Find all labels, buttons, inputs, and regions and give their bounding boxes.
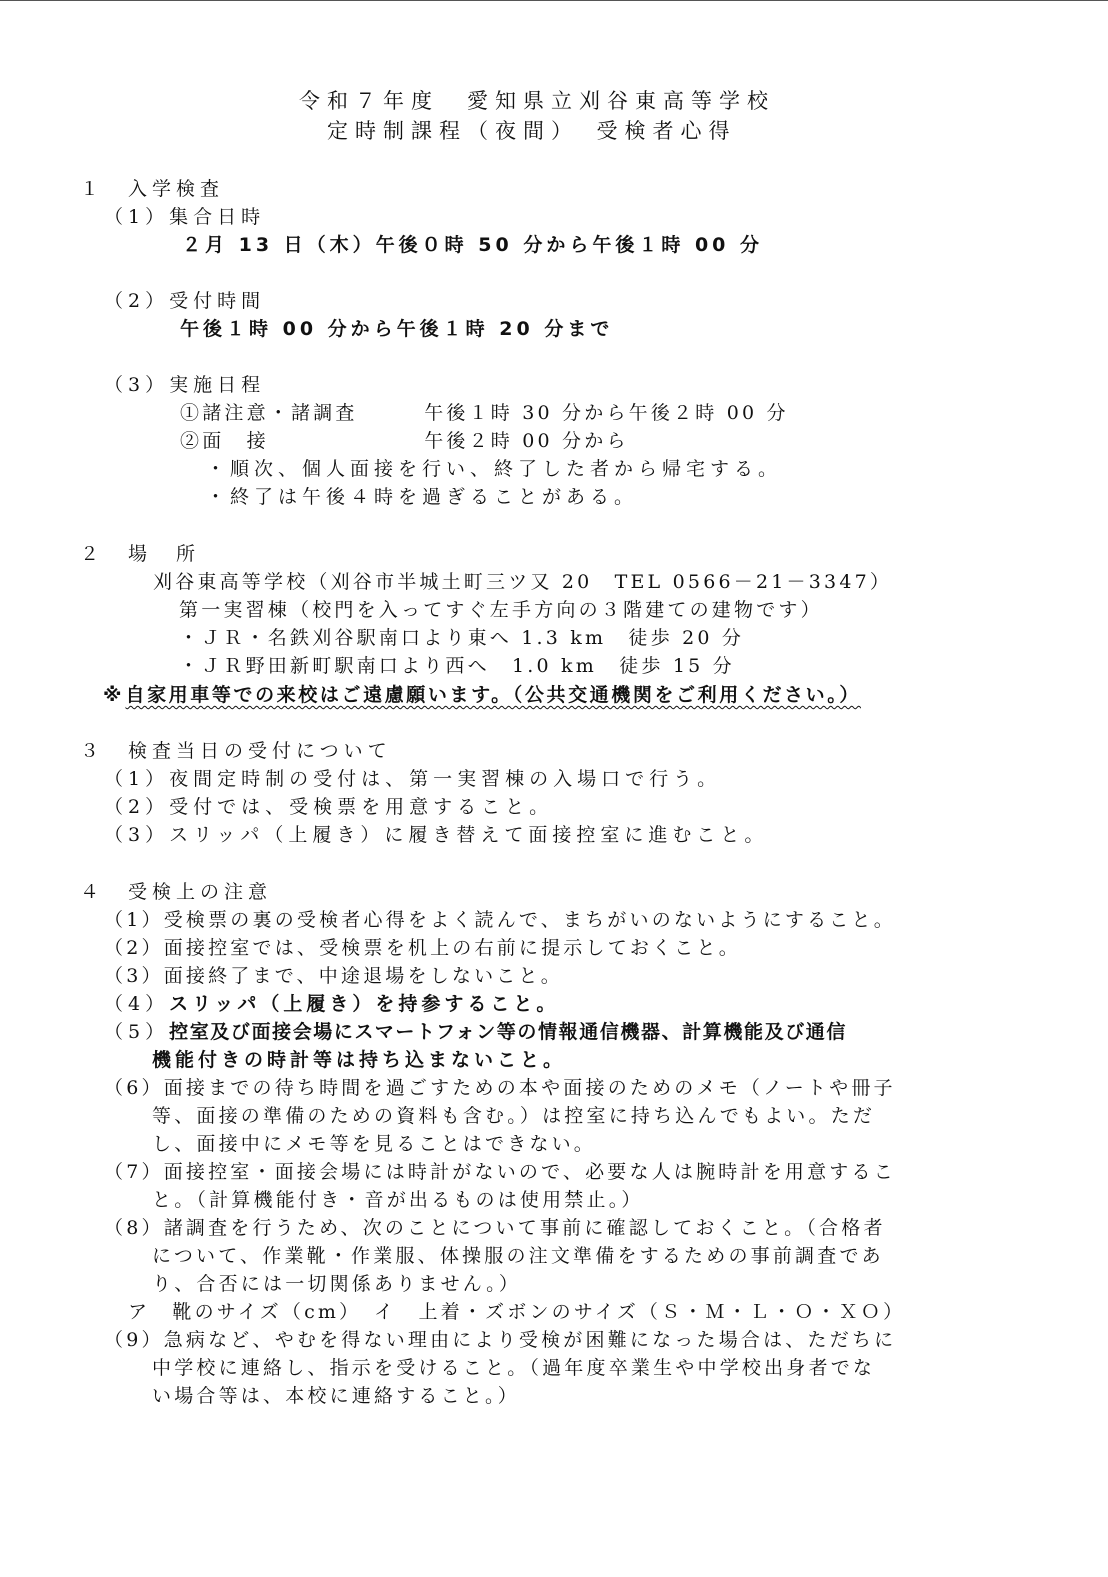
s4-line-8d: ア 靴のサイズ（cm） イ 上着・ズボンのサイズ（Ｓ・Ｍ・Ｌ・Ｏ・ＸＯ）: [128, 1301, 906, 1323]
s2-warning: [103, 682, 861, 708]
s4-line-6a: （6）面接までの待ち時間を過ごすための本や面接のためのメモ（ノートや冊子: [104, 1077, 896, 1099]
s4-line-9b: 中学校に連絡し、指示を受けること。（過年度卒業生や中学校出身者でな: [152, 1357, 876, 1379]
s4-line-4: [104, 991, 559, 1017]
section-3-heading: ３ 検査当日の受付について: [80, 740, 392, 762]
title-line-1: 令和７年度 愛知県立刈谷東高等学校: [299, 89, 775, 113]
s4-line-8c: り、合否には一切関係ありません。）: [152, 1273, 522, 1295]
s1-note-1: ・順次、個人面接を行い、終了した者から帰宅する。: [206, 458, 783, 480]
s4-line-2: （2）面接控室では、受検票を机上の右前に提示しておくこと。: [104, 937, 741, 959]
s4-line-8b: について、作業靴・作業服、体操服の注文準備をするための事前調査であ: [152, 1245, 884, 1267]
s4-line-6c: し、面接中にメモ等を見ることはできない。: [152, 1133, 597, 1155]
s2-line-3: ・ＪＲ・名鉄刈谷駅南口より東へ 1.3 km 徒歩 20 分: [179, 627, 745, 649]
s3-line-1: （1）夜間定時制の受付は、第一実習棟の入場口で行う。: [104, 768, 722, 790]
s2-warning-text: 自家用車等での来校はご遠慮願います。（公共交通機関をご利用ください。）: [125, 684, 861, 706]
s4-line-6b: 等、面接の準備のための資料も含む。）は控室に持ち込んでもよい。ただ: [152, 1105, 876, 1127]
s4-line-5b: 機能付きの時計等は持ち込まないこと。: [152, 1049, 567, 1071]
s4-line-7b: と。（計算機能付き・音が出るものは使用禁止。）: [152, 1189, 644, 1211]
s2-line-2: 第一実習棟（校門を入ってすぐ左手方向の３階建ての建物です）: [179, 599, 823, 621]
s4-line-9a: （9）急病など、やむを得ない理由により受検が困難になった場合は、ただちに: [104, 1329, 897, 1351]
s1-item1-label: （1）集合日時: [104, 206, 266, 228]
section-2-heading: ２ 場 所: [80, 543, 201, 565]
s4-line-5-number: （5）: [104, 1021, 170, 1043]
s4-line-5a: [104, 1019, 847, 1045]
title-line-2: 定時制課程（夜間） 受検者心得: [327, 119, 737, 143]
section-4-heading: ４ 受検上の注意: [80, 881, 273, 903]
s4-line-3: （3）面接終了まで、中途退場をしないこと。: [104, 965, 563, 987]
s4-line-8a: （8）諸調査を行うため、次のことについて事前に確認しておくこと。（合格者: [104, 1217, 886, 1239]
s2-line-1: 刈谷東高等学校（刈谷市半城土町三ツ又 20 TEL 0566－21－3347）: [153, 571, 893, 593]
s1-note-2: ・終了は午後４時を過ぎることがある。: [206, 486, 639, 508]
s4-line-5a-text: 控室及び面接会場にスマートフォン等の情報通信機器、計算機能及び通信: [169, 1021, 847, 1043]
s1-schedule-2: ②面 接 午後２時 00 分から: [180, 430, 629, 452]
s1-item2-value: 午後１時 00 分から午後１時 20 分まで: [180, 318, 614, 340]
s1-item2-label: （2）受付時間: [104, 290, 266, 312]
s4-line-1: （1）受検票の裏の受検者心得をよく読んで、まちがいのないようにすること。: [104, 909, 896, 931]
s1-schedule-1: ①諸注意・諸調査 午後１時 30 分から午後２時 00 分: [180, 402, 789, 424]
s4-line-7a: （7）面接控室・面接会場には時計がないので、必要な人は腕時計を用意するこ: [104, 1161, 896, 1183]
section-1-heading: １ 入学検査: [80, 178, 225, 200]
s4-line-4-number: （4）: [104, 993, 170, 1015]
s3-line-2: （2）受付では、受検票を用意すること。: [104, 796, 554, 818]
s2-line-4: ・ＪＲ野田新町駅南口より西へ 1.0 km 徒歩 15 分: [179, 655, 735, 677]
s2-warning-mark: ※: [103, 684, 126, 706]
s1-item1-value: ２月 13 日（木）午後０時 50 分から午後１時 00 分: [182, 234, 764, 256]
s4-line-4-text: スリッパ（上履き）を持参すること。: [169, 993, 560, 1015]
s4-line-9c: い場合等は、本校に連絡すること。）: [152, 1385, 520, 1407]
s1-item3-label: （3）実施日程: [104, 374, 266, 396]
s3-line-3: （3）スリッパ（上履き）に履き替えて面接控室に進むこと。: [104, 824, 769, 846]
